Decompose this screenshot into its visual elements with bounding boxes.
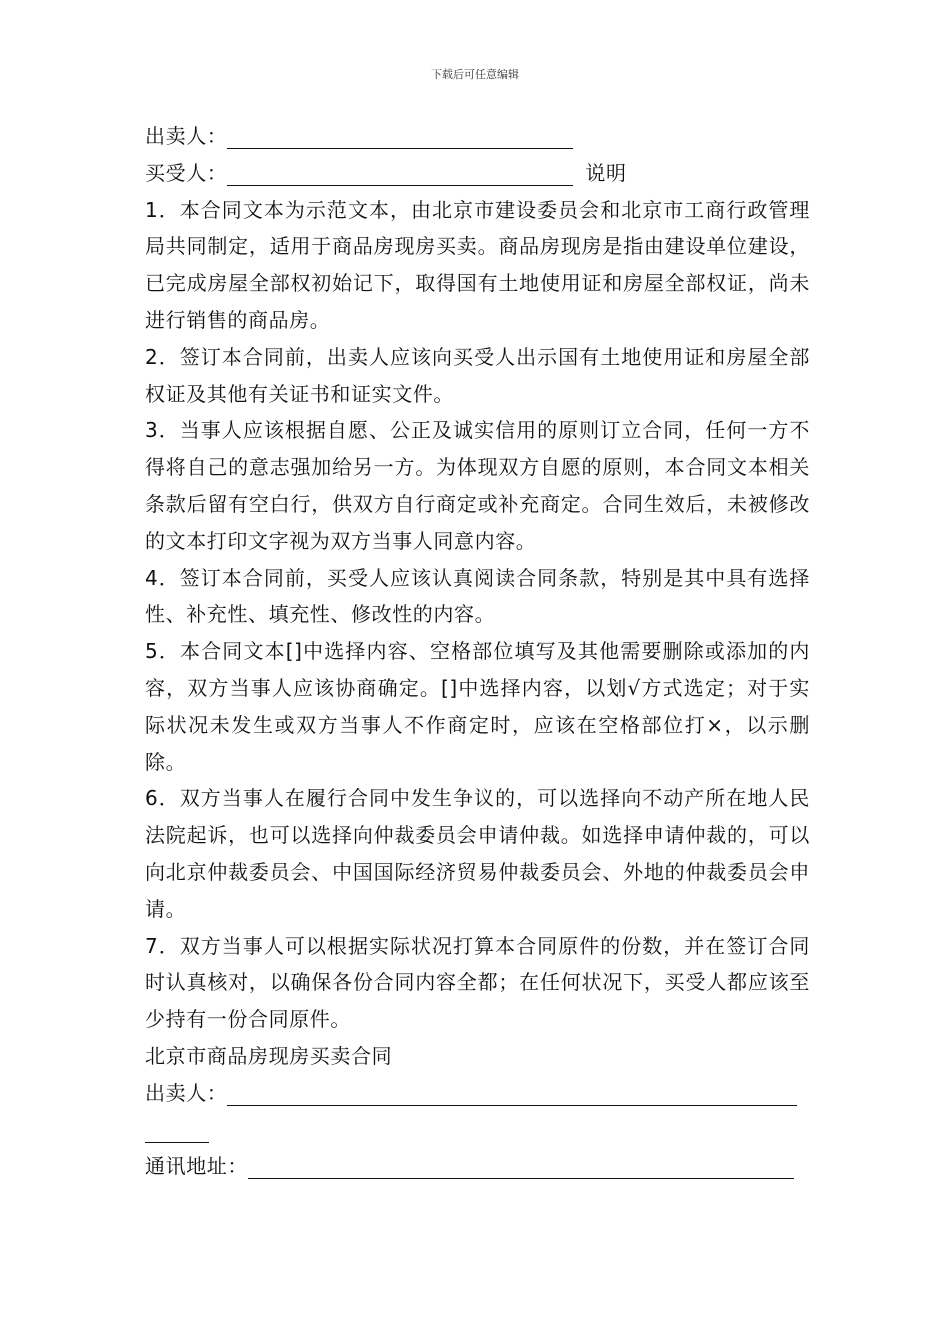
note-2: 2．签订本合同前，出卖人应该向买受人出示国有土地使用证和房屋全部权证及其他有关证书和证实文件。 — [145, 344, 810, 406]
contract-seller-blank[interactable] — [227, 1081, 797, 1106]
contract-seller-blank-tail[interactable] — [145, 1118, 209, 1143]
contract-address-blank[interactable] — [248, 1154, 794, 1179]
contract-seller-label: 出卖人： — [145, 1080, 228, 1105]
cover-seller-label: 出卖人： — [145, 124, 228, 148]
note-7: 7．双方当事人可以根据实际状况打算本合同原件的份数，并在签订合同时认真核对，以确保各份合同内容全都；在任何状况下，买受人都应该至少持有一份合同原件。 — [145, 933, 810, 1032]
note-6: 6．双方当事人在履行合同中发生争议的，可以选择向不动产所在地人民法院起诉，也可以选择向仲裁委员会申请仲裁。如选择申请仲裁的，可以向北京仲裁委员会、中国国际经济贸易仲裁委员会、外地的仲裁委员会申请。 — [145, 786, 810, 921]
contract-seller-line — [145, 1075, 810, 1112]
note-3: 3．当事人应该根据自愿、公正及诚实信用的原则订立合同，任何一方不得将自己的意志强加给另一方。为体现双方自愿的原则，本合同文本相关条款后留有空白行，供双方自行商定或补充商定。合同生效后，未被修改的文本打印文字视为双方当事人同意内容。 — [145, 418, 810, 553]
cover-seller-line — [145, 118, 810, 155]
contract-title: 北京市商品房现房买卖合同 — [145, 1043, 393, 1068]
note-5: 5．本合同文本[]中选择内容、空格部位填写及其他需要删除或添加的内容，双方当事人应该协商确定。[]中选择内容，以划√方式选定；对于实际状况未发生或双方当事人不作商定时，应该在空格部位打×，以示删除。 — [145, 639, 810, 774]
note-4: 4．签订本合同前，买受人应该认真阅读合同条款，特别是其中具有选择性、补充性、填充性、修改性的内容。 — [145, 565, 810, 627]
contract-address-label: 通讯地址： — [145, 1154, 248, 1179]
page-header-note: 下载后可任意编辑 — [431, 68, 519, 81]
note-1: 1．本合同文本为示范文本，由北京市建设委员会和北京市工商行政管理局共同制定，适用于商品房现房买卖。商品房现房是指由建设单位建设，已完成房屋全部权初始记下，取得国有土地使用证和房屋全部权证，尚未进行销售的商品房。 — [145, 197, 810, 332]
contract-seller-blank-continued — [145, 1112, 810, 1149]
cover-buyer-blank[interactable] — [227, 161, 573, 186]
contract-document — [145, 118, 810, 1185]
notes-title: 说明 — [585, 160, 627, 185]
cover-buyer-label: 买受人： — [145, 160, 228, 185]
contract-address-line — [145, 1148, 810, 1185]
cover-seller-blank[interactable] — [227, 124, 573, 149]
cover-buyer-line — [145, 155, 810, 192]
